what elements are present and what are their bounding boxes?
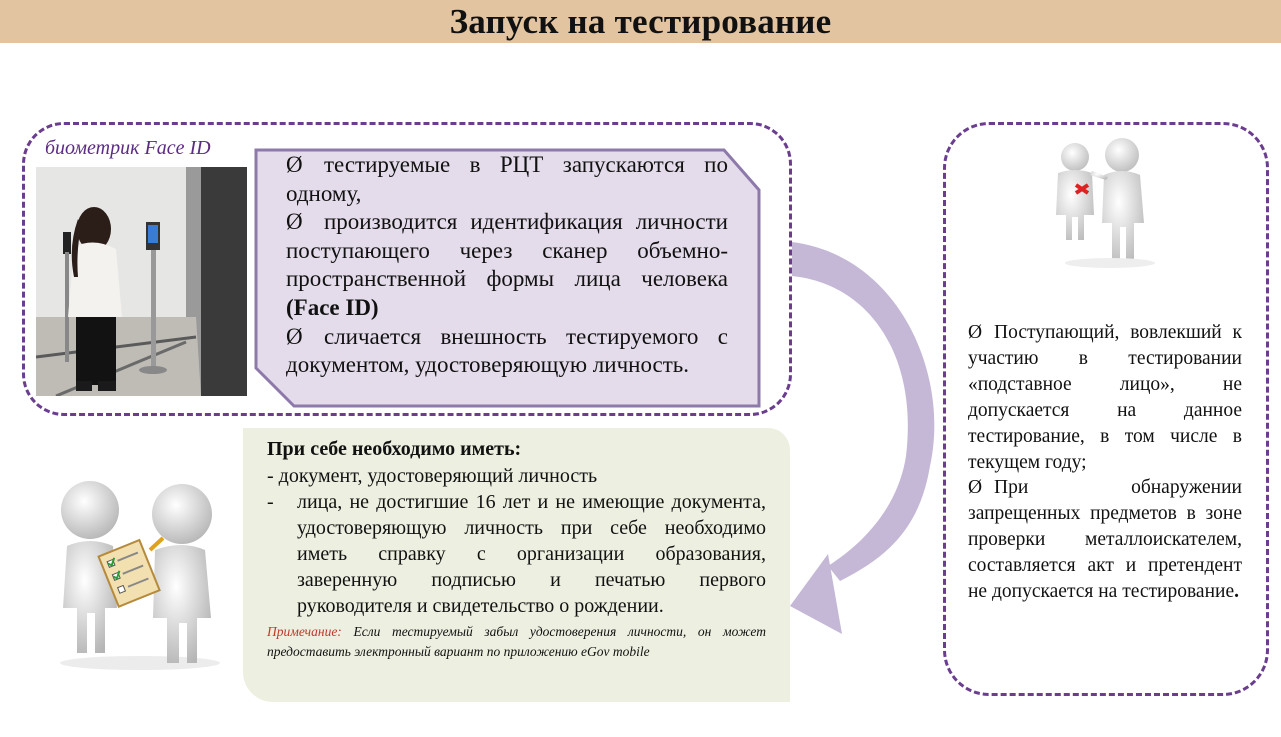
arrow-bullet-icon: Ø — [286, 209, 303, 235]
callout-item: Ø тестируемые в РЦТ запускаются по одному, — [286, 152, 728, 206]
right-paragraph: Ø Поступающий, вовлекший к участию в тестировании «подставное лицо», не допускается на данное тестирование, в том числе в текущем году; — [968, 322, 1242, 473]
face-id-label: биометрик Face ID — [45, 137, 211, 159]
right-panel-text — [968, 320, 1242, 605]
arrow-bullet-icon: Ø — [286, 152, 303, 177]
people-pointing-illustration-icon — [1040, 135, 1170, 275]
requirements-item: - лица, не достигшие 16 лет и не имеющие документа, удостоверяющую личность при себе необходимо иметь справку с организации образования, заверенную подписью и печатью первого руководителя и свидетельство о рождении. — [267, 491, 766, 617]
dash-bullet: - — [267, 491, 274, 513]
curved-arrow-icon — [780, 236, 950, 646]
callout-text — [286, 151, 728, 380]
requirements-box — [243, 428, 790, 702]
requirements-line: - документ, удостоверяющий личность — [267, 465, 598, 487]
process-callout — [254, 148, 762, 410]
callout-item: Ø производится идентификация личности поступающего через сканер объемно-пространственной формы лица человека (Face ID) — [286, 209, 728, 320]
arrow-bullet-icon: Ø — [968, 322, 983, 343]
arrow-bullet-icon: Ø — [286, 323, 303, 349]
right-paragraph: Ø При обнаружении запрещенных предметов в зоне проверки металлоискателем, составляется акт и претендент не допускается на тестирование. — [968, 477, 1242, 603]
requirements-title: При себе необходимо иметь: — [267, 438, 522, 460]
arrow-bullet-icon: Ø — [968, 477, 983, 499]
header-bar — [0, 0, 1281, 43]
page-title: Запуск на тестирование — [449, 1, 832, 41]
callout-item: Ø сличается внешность тестируемого с документом, удостоверяющую личность. — [286, 323, 728, 378]
requirements-note: Примечание: Если тестируемый забыл удостоверения личности, он может предоставить электронный вариант по приложению eGov mobile — [267, 624, 766, 659]
people-checklist-illustration-icon — [55, 478, 225, 678]
face-id-photo — [36, 167, 247, 396]
